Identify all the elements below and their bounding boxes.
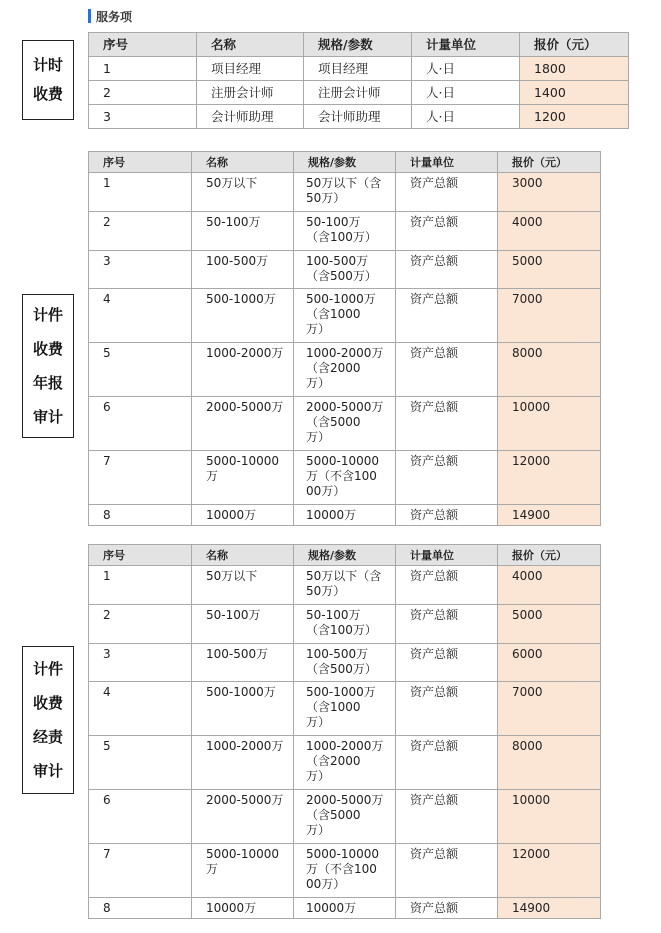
table2-body bbox=[89, 173, 601, 526]
table2-label-line: 审计 bbox=[32, 407, 63, 426]
cell-unit: 资产总额 bbox=[396, 212, 498, 251]
cell-unit: 资产总额 bbox=[396, 898, 498, 919]
cell-name-line: 1000-2000万 bbox=[206, 346, 284, 360]
cell-spec-line: 万） bbox=[306, 376, 331, 390]
cell-unit: 资产总额 bbox=[396, 605, 498, 644]
cell-spec-line: （含5000 bbox=[306, 415, 361, 429]
cell-name-line: 万 bbox=[206, 469, 219, 483]
cell-name: 注册会计师 bbox=[197, 81, 304, 105]
header-price: 报价（元） bbox=[520, 33, 629, 57]
table-row bbox=[89, 605, 601, 644]
table-row bbox=[89, 173, 601, 212]
cell-spec bbox=[294, 566, 396, 605]
cell-name bbox=[192, 736, 294, 790]
header-price: 报价（元） bbox=[498, 545, 601, 566]
table3-side-label bbox=[22, 646, 74, 794]
cell-unit: 资产总额 bbox=[396, 736, 498, 790]
header-unit: 计量单位 bbox=[396, 545, 498, 566]
cell-price: 4000 bbox=[498, 566, 601, 605]
cell-name bbox=[192, 289, 294, 343]
cell-spec-line: （含500万） bbox=[306, 269, 377, 283]
header-no: 序号 bbox=[89, 33, 197, 57]
cell-name bbox=[192, 343, 294, 397]
cell-spec-line: 500-1000万 bbox=[306, 292, 376, 306]
cell-spec-line: 50-100万 bbox=[306, 215, 361, 229]
table-row bbox=[89, 505, 601, 526]
cell-no: 2 bbox=[89, 212, 192, 251]
cell-name: 会计师助理 bbox=[197, 105, 304, 129]
cell-unit: 人·日 bbox=[412, 57, 520, 81]
section-title-text: 服务项 bbox=[96, 9, 133, 24]
cell-spec bbox=[294, 173, 396, 212]
cell-name-line: 100-500万 bbox=[206, 254, 269, 268]
cell-price: 7000 bbox=[498, 682, 601, 736]
cell-name-line: 10000万 bbox=[206, 901, 257, 915]
cell-spec-line: （含2000 bbox=[306, 754, 361, 768]
cell-no: 3 bbox=[89, 105, 197, 129]
cell-spec-line: （含1000 bbox=[306, 307, 361, 321]
cell-spec bbox=[294, 251, 396, 289]
cell-name-line: 5000-10000 bbox=[206, 847, 280, 861]
cell-spec bbox=[294, 212, 396, 251]
table-row bbox=[89, 566, 601, 605]
cell-spec-line: （含1000 bbox=[306, 700, 361, 714]
cell-no: 3 bbox=[89, 644, 192, 682]
cell-price: 1400 bbox=[520, 81, 629, 105]
cell-name: 项目经理 bbox=[197, 57, 304, 81]
table-row bbox=[89, 57, 629, 81]
cell-name-line: 10000万 bbox=[206, 508, 257, 522]
cell-spec-line: 万） bbox=[306, 769, 331, 783]
cell-name bbox=[192, 505, 294, 526]
cell-unit: 资产总额 bbox=[396, 682, 498, 736]
cell-no: 4 bbox=[89, 682, 192, 736]
cell-price: 6000 bbox=[498, 644, 601, 682]
table-row bbox=[89, 790, 601, 844]
cell-name bbox=[192, 644, 294, 682]
table1-label-line: 计时 bbox=[32, 56, 63, 74]
table2-label-line: 计件 bbox=[32, 305, 63, 324]
cell-no: 2 bbox=[89, 81, 197, 105]
cell-name bbox=[192, 898, 294, 919]
table3-label-line: 计件 bbox=[32, 659, 63, 678]
cell-spec-line: 00万） bbox=[306, 484, 346, 498]
header-unit: 计量单位 bbox=[412, 33, 520, 57]
table2-label-line: 年报 bbox=[32, 373, 63, 392]
header-no: 序号 bbox=[89, 152, 192, 173]
cell-spec-line: 万） bbox=[306, 715, 331, 729]
table2-label-line: 收费 bbox=[32, 339, 63, 358]
cell-no: 6 bbox=[89, 790, 192, 844]
table3-economic-responsibility-audit-pricing bbox=[88, 544, 601, 919]
table3-label-line: 收费 bbox=[32, 693, 63, 712]
cell-name bbox=[192, 397, 294, 451]
table2-side-label bbox=[22, 294, 74, 438]
table-row bbox=[89, 898, 601, 919]
cell-unit: 资产总额 bbox=[396, 397, 498, 451]
cell-spec: 会计师助理 bbox=[304, 105, 412, 129]
cell-spec-line: 50-100万 bbox=[306, 608, 361, 622]
cell-name bbox=[192, 451, 294, 505]
cell-name bbox=[192, 682, 294, 736]
cell-unit: 资产总额 bbox=[396, 251, 498, 289]
table1-body bbox=[89, 57, 629, 129]
cell-spec-line: 万） bbox=[306, 823, 331, 837]
cell-spec-line: 万（不含100 bbox=[306, 862, 377, 876]
cell-price: 14900 bbox=[498, 898, 601, 919]
cell-name bbox=[192, 605, 294, 644]
table3-label-line: 经责 bbox=[32, 727, 63, 746]
table2-header-row bbox=[89, 152, 601, 173]
header-spec: 规格/参数 bbox=[294, 545, 396, 566]
header-name: 名称 bbox=[192, 152, 294, 173]
cell-no: 6 bbox=[89, 397, 192, 451]
cell-price: 5000 bbox=[498, 251, 601, 289]
cell-spec-line: 500-1000万 bbox=[306, 685, 376, 699]
cell-unit: 人·日 bbox=[412, 105, 520, 129]
cell-spec bbox=[294, 505, 396, 526]
cell-name-line: 2000-5000万 bbox=[206, 793, 284, 807]
cell-spec-line: 万（不含100 bbox=[306, 469, 377, 483]
table-row bbox=[89, 682, 601, 736]
cell-price: 8000 bbox=[498, 736, 601, 790]
cell-name-line: 万 bbox=[206, 862, 219, 876]
cell-price: 4000 bbox=[498, 212, 601, 251]
table-row bbox=[89, 644, 601, 682]
cell-name-line: 5000-10000 bbox=[206, 454, 280, 468]
cell-spec bbox=[294, 605, 396, 644]
table1-label-line: 收费 bbox=[32, 85, 63, 103]
cell-name bbox=[192, 212, 294, 251]
cell-spec-line: 万） bbox=[306, 322, 331, 336]
cell-price: 14900 bbox=[498, 505, 601, 526]
cell-unit: 资产总额 bbox=[396, 173, 498, 212]
cell-no: 5 bbox=[89, 736, 192, 790]
cell-unit: 资产总额 bbox=[396, 644, 498, 682]
cell-spec: 注册会计师 bbox=[304, 81, 412, 105]
cell-spec-line: 10000万 bbox=[306, 508, 357, 522]
cell-spec-line: （含100万） bbox=[306, 623, 377, 637]
cell-no: 1 bbox=[89, 566, 192, 605]
cell-name-line: 500-1000万 bbox=[206, 685, 276, 699]
cell-unit: 资产总额 bbox=[396, 451, 498, 505]
cell-name bbox=[192, 566, 294, 605]
cell-spec-line: 100-500万 bbox=[306, 254, 369, 268]
cell-name bbox=[192, 251, 294, 289]
header-no: 序号 bbox=[89, 545, 192, 566]
cell-no: 7 bbox=[89, 451, 192, 505]
table1-time-pricing bbox=[88, 32, 629, 129]
table3-body bbox=[89, 566, 601, 919]
cell-spec-line: 00万） bbox=[306, 877, 346, 891]
cell-spec-line: 50万） bbox=[306, 191, 346, 205]
cell-spec-line: 2000-5000万 bbox=[306, 400, 384, 414]
table-row bbox=[89, 212, 601, 251]
cell-spec bbox=[294, 790, 396, 844]
cell-price: 12000 bbox=[498, 451, 601, 505]
cell-no: 4 bbox=[89, 289, 192, 343]
cell-spec-line: 1000-2000万 bbox=[306, 739, 384, 753]
cell-spec-line: 1000-2000万 bbox=[306, 346, 384, 360]
cell-spec-line: 5000-10000 bbox=[306, 454, 380, 468]
cell-spec-line: 50万以下（含 bbox=[306, 569, 382, 583]
header-name: 名称 bbox=[197, 33, 304, 57]
cell-spec-line: 50万以下（含 bbox=[306, 176, 382, 190]
cell-price: 3000 bbox=[498, 173, 601, 212]
cell-unit: 资产总额 bbox=[396, 289, 498, 343]
cell-no: 1 bbox=[89, 173, 192, 212]
cell-spec bbox=[294, 844, 396, 898]
cell-spec-line: 2000-5000万 bbox=[306, 793, 384, 807]
cell-price: 10000 bbox=[498, 397, 601, 451]
cell-spec bbox=[294, 644, 396, 682]
cell-spec-line: （含5000 bbox=[306, 808, 361, 822]
cell-price: 1800 bbox=[520, 57, 629, 81]
cell-spec bbox=[294, 736, 396, 790]
cell-spec bbox=[294, 682, 396, 736]
cell-name bbox=[192, 844, 294, 898]
cell-no: 5 bbox=[89, 343, 192, 397]
cell-name bbox=[192, 173, 294, 212]
table-row bbox=[89, 844, 601, 898]
table1-side-label bbox=[22, 40, 74, 120]
cell-spec: 项目经理 bbox=[304, 57, 412, 81]
cell-name-line: 100-500万 bbox=[206, 647, 269, 661]
cell-no: 8 bbox=[89, 505, 192, 526]
cell-no: 3 bbox=[89, 251, 192, 289]
table-row bbox=[89, 343, 601, 397]
table3-label-line: 审计 bbox=[32, 761, 63, 780]
cell-name-line: 1000-2000万 bbox=[206, 739, 284, 753]
cell-spec bbox=[294, 289, 396, 343]
cell-spec-line: 50万） bbox=[306, 584, 346, 598]
table3-header-row bbox=[89, 545, 601, 566]
table-row bbox=[89, 251, 601, 289]
cell-spec-line: （含500万） bbox=[306, 662, 377, 676]
cell-price: 12000 bbox=[498, 844, 601, 898]
cell-unit: 资产总额 bbox=[396, 844, 498, 898]
cell-spec bbox=[294, 343, 396, 397]
header-name: 名称 bbox=[192, 545, 294, 566]
section-title-accent-bar bbox=[88, 9, 91, 23]
cell-no: 2 bbox=[89, 605, 192, 644]
table-row bbox=[89, 81, 629, 105]
cell-name-line: 500-1000万 bbox=[206, 292, 276, 306]
cell-spec-line: 10000万 bbox=[306, 901, 357, 915]
cell-unit: 资产总额 bbox=[396, 343, 498, 397]
cell-price: 10000 bbox=[498, 790, 601, 844]
table-row bbox=[89, 289, 601, 343]
header-price: 报价（元） bbox=[498, 152, 601, 173]
header-spec: 规格/参数 bbox=[304, 33, 412, 57]
section-title bbox=[88, 8, 132, 24]
cell-spec bbox=[294, 898, 396, 919]
cell-name-line: 50万以下 bbox=[206, 569, 258, 583]
cell-name-line: 50-100万 bbox=[206, 608, 261, 622]
cell-unit: 资产总额 bbox=[396, 790, 498, 844]
cell-price: 1200 bbox=[520, 105, 629, 129]
header-unit: 计量单位 bbox=[396, 152, 498, 173]
table-row bbox=[89, 451, 601, 505]
cell-unit: 资产总额 bbox=[396, 566, 498, 605]
table2-annual-audit-pricing bbox=[88, 151, 601, 526]
cell-spec-line: 5000-10000 bbox=[306, 847, 380, 861]
cell-name-line: 2000-5000万 bbox=[206, 400, 284, 414]
cell-spec-line: 万） bbox=[306, 430, 331, 444]
cell-price: 5000 bbox=[498, 605, 601, 644]
cell-spec bbox=[294, 451, 396, 505]
cell-no: 1 bbox=[89, 57, 197, 81]
cell-spec-line: 100-500万 bbox=[306, 647, 369, 661]
cell-no: 7 bbox=[89, 844, 192, 898]
cell-spec bbox=[294, 397, 396, 451]
cell-name bbox=[192, 790, 294, 844]
cell-no: 8 bbox=[89, 898, 192, 919]
header-spec: 规格/参数 bbox=[294, 152, 396, 173]
table-row bbox=[89, 736, 601, 790]
cell-name-line: 50-100万 bbox=[206, 215, 261, 229]
cell-unit: 人·日 bbox=[412, 81, 520, 105]
cell-price: 7000 bbox=[498, 289, 601, 343]
cell-price: 8000 bbox=[498, 343, 601, 397]
cell-spec-line: （含2000 bbox=[306, 361, 361, 375]
table-row bbox=[89, 105, 629, 129]
table1-header-row bbox=[89, 33, 629, 57]
cell-spec-line: （含100万） bbox=[306, 230, 377, 244]
table-row bbox=[89, 397, 601, 451]
cell-name-line: 50万以下 bbox=[206, 176, 258, 190]
cell-unit: 资产总额 bbox=[396, 505, 498, 526]
